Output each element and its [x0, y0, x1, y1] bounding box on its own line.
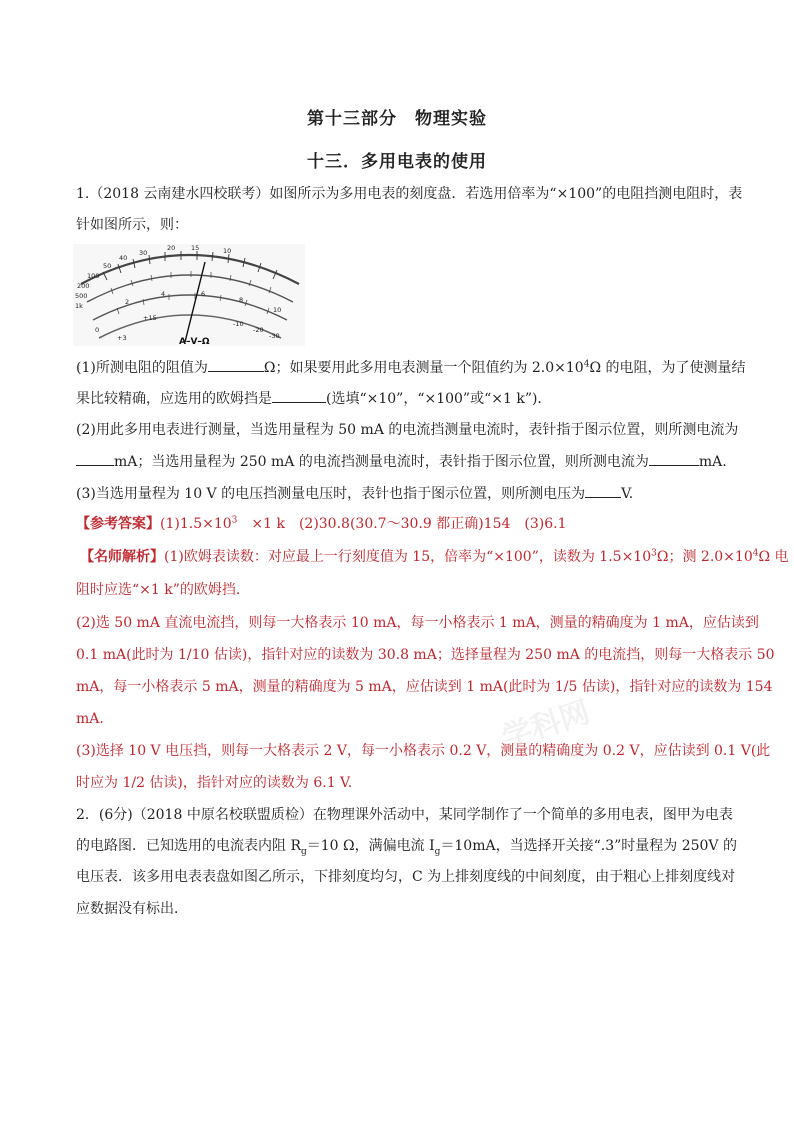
dial-tick-label: -10: [233, 320, 244, 328]
q2-line2: [76, 836, 736, 856]
answer-label: 【参考答案】: [76, 516, 160, 532]
analysis-line3: (2)选 50 mA 直流电流挡，则每一大格表示 10 mA，每一小格表示 1 mA，测量的精确度为 1 mA，应估读到: [76, 615, 759, 631]
dial-tick-label: 500: [75, 292, 88, 300]
superscript: 3: [231, 515, 238, 526]
q2-text: ＝10 Ω，满偏电流 I: [306, 838, 435, 854]
q1-stem-line2: 针如图所示，则：: [76, 217, 188, 233]
q2-line4: 应数据没有标出．: [76, 901, 188, 917]
q2-text: ＝10mA，当选择开关接“.3”时量程为 250V 的: [440, 838, 737, 854]
dial-tick-label: 0: [95, 326, 100, 334]
answer-blank: [208, 357, 264, 372]
dial-unit-label: A–V–Ω: [179, 337, 210, 346]
section-title: 十三．多用电表的使用: [307, 152, 487, 172]
dial-tick-label: 100: [87, 272, 100, 280]
multimeter-dial-figure: [73, 244, 305, 346]
superscript: 3: [651, 548, 657, 559]
dial-tick-label: 50: [103, 262, 112, 270]
q1-part1-text: Ω；如果要用此多用电表测量一个阻值约为 2.0×10: [263, 360, 584, 376]
answer-text: (1)1.5×10: [160, 516, 232, 532]
analysis-line7: (3)选择 10 V 电压挡，则每一大格表示 2 V，每一小格表示 0.2 V，测量的精确度为 0.2 V，应估读到 0.1 V(此: [76, 743, 771, 759]
answer-blank: [649, 451, 699, 466]
part-title: 第十三部分 物理实验: [307, 109, 487, 129]
analysis-line8: 时应为 1/2 估读)，指针对应的读数为 6.1 V.: [76, 775, 353, 791]
dial-tick-label: +3: [117, 334, 127, 342]
q1-part1-text: 果比较精确，应选用的欧姆挡是: [76, 391, 272, 407]
q2-text: 的电路图．已知选用的电流表内阻 R: [76, 838, 301, 854]
q1-part3-text: (3)当选用量程为 10 V 的电压挡测量电压时，表针也指于图示位置，则所测电压为: [76, 486, 586, 502]
q1-part3-line: [76, 483, 736, 504]
dial-tick-label: 30: [139, 249, 148, 257]
dial-tick-label: 20: [167, 244, 176, 252]
dial-tick-label: 10: [273, 306, 282, 314]
q1-part1-text: (1)所测电阻的阻值为: [76, 360, 208, 376]
superscript: 4: [583, 359, 590, 370]
dial-tick-label: 6: [201, 290, 206, 298]
dial-tick-label: 15: [191, 244, 200, 252]
dial-tick-label: -30: [269, 332, 280, 340]
dial-tick-label: 2: [125, 298, 130, 306]
answer-blank: [76, 451, 114, 466]
superscript: 4: [752, 548, 759, 559]
analysis-line6: mA.: [76, 711, 104, 727]
q1-part1-line1: [76, 357, 746, 378]
analysis-text: (1)欧姆表读数：对应最上一行刻度值为 15，倍率为“×100”，读数为 1.5×10: [164, 549, 652, 565]
reference-answer: [76, 514, 736, 534]
q1-part2-text: mA.: [698, 454, 727, 470]
q1-part2-line1: (2)用此多用电表进行测量，当选用量程为 50 mA 的电流挡测量电流时，表针指于图示位置，则所测电流为: [76, 422, 739, 438]
analysis-label: 【名师解析】: [80, 549, 164, 565]
dial-tick-label: 40: [119, 254, 128, 262]
dial-tick-label: 200: [77, 282, 90, 290]
q1-part1-line2: [76, 388, 736, 409]
answer-text: ×1 k (2)30.8(30.7～30.9 都正确)154 (3)6.1: [237, 516, 567, 532]
analysis-line4: 0.1 mA(此时为 1/10 估读)，指针对应的读数为 30.8 mA；选择量程为 250 mA 的电流挡，则每一大格表示 50: [76, 647, 775, 663]
q1-part1-text: Ω 的电阻，为了使测量结: [589, 360, 746, 376]
watermark: 学科网: [497, 694, 595, 756]
subscript: g: [434, 846, 441, 857]
answer-blank: [272, 388, 326, 403]
dial-tick-label: 8: [239, 296, 244, 304]
analysis-text: Ω；测 2.0×10: [656, 549, 753, 565]
dial-tick-label: +15: [143, 314, 157, 322]
q1-stem-line1: 1.（2018 云南建水四校联考）如图所示为多用电表的刻度盘．若选用倍率为“×100”的电阻挡测电阻时，表: [76, 186, 743, 202]
q1-part2-text: mA；当选用量程为 250 mA 的电流挡测量电流时，表针指于图示位置，则所测电流为: [114, 454, 649, 470]
dial-tick-label: 4: [161, 290, 166, 298]
dial-tick-label: -20: [253, 326, 264, 334]
dial-tick-label: 1k: [75, 302, 83, 310]
answer-blank: [585, 483, 621, 498]
analysis-line5: mA，每一小格表示 5 mA，测量的精确度为 5 mA，应估读到 1 mA(此时为 1/5 估读)，指针对应的读数为 154: [76, 679, 773, 695]
q2-line1: 2．(6分)（2018 中原名校联盟质检）在物理课外活动中，某同学制作了一个简单的多用电表，图甲为电表: [76, 807, 733, 823]
q1-part3-text: V.: [621, 486, 634, 502]
analysis-line2: 阻时应选“×1 k”的欧姆挡．: [76, 582, 250, 598]
q1-part2-line2: [76, 451, 736, 472]
subscript: g: [301, 846, 307, 857]
analysis-text: Ω 电: [758, 549, 789, 565]
dial-tick-label: 10: [223, 247, 232, 255]
q2-line3: 电压表．该多用电表表盘如图乙所示，下排刻度均匀，C 为上排刻度线的中间刻度，由于粗心上排刻度线对: [76, 869, 736, 885]
q1-part1-text: (选填“×10”，“×100”或“×1 k”)．: [326, 391, 552, 407]
